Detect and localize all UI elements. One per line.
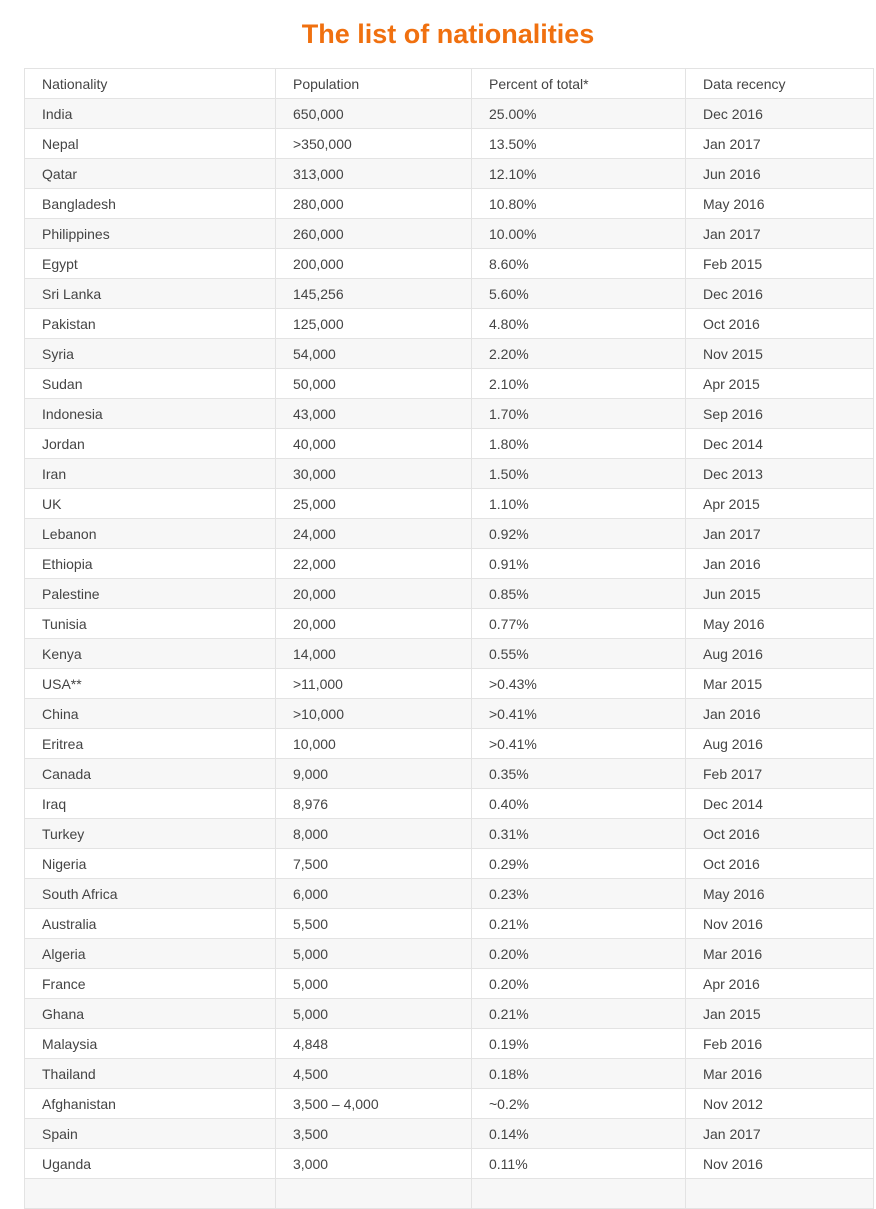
population-cell: 8,000 <box>276 819 472 849</box>
header-data-recency: Data recency <box>686 69 874 99</box>
table-row <box>25 729 874 759</box>
population-cell: 8,976 <box>276 789 472 819</box>
percent-cell: 12.10% <box>472 159 686 189</box>
percent-cell: 0.55% <box>472 639 686 669</box>
nationality-cell: Algeria <box>25 939 276 969</box>
nationality-cell: France <box>25 969 276 999</box>
population-cell: 22,000 <box>276 549 472 579</box>
recency-cell: Jan 2016 <box>686 549 874 579</box>
recency-cell: Jan 2017 <box>686 1119 874 1149</box>
percent-cell: 0.20% <box>472 939 686 969</box>
nationality-cell: Lebanon <box>25 519 276 549</box>
recency-cell: Jun 2015 <box>686 579 874 609</box>
recency-cell: Feb 2015 <box>686 249 874 279</box>
page-title: The list of nationalities <box>301 19 595 49</box>
table-row <box>25 939 874 969</box>
recency-cell: May 2016 <box>686 189 874 219</box>
table-row <box>25 759 874 789</box>
nationality-cell: UK <box>25 489 276 519</box>
nationality-cell: Bangladesh <box>25 189 276 219</box>
percent-cell: 0.29% <box>472 849 686 879</box>
table-row <box>25 429 874 459</box>
recency-cell: Aug 2016 <box>686 729 874 759</box>
recency-cell: Dec 2016 <box>686 99 874 129</box>
recency-cell: Feb 2016 <box>686 1029 874 1059</box>
nationality-cell: Ghana <box>25 999 276 1029</box>
nationality-cell: Uganda <box>25 1149 276 1179</box>
recency-cell: Apr 2015 <box>686 369 874 399</box>
population-cell: 3,500 <box>276 1119 472 1149</box>
table-row <box>25 459 874 489</box>
population-cell: 7,500 <box>276 849 472 879</box>
percent-cell: 2.10% <box>472 369 686 399</box>
percent-cell: 0.14% <box>472 1119 686 1149</box>
population-cell: 43,000 <box>276 399 472 429</box>
population-cell: 54,000 <box>276 339 472 369</box>
recency-cell: Nov 2012 <box>686 1089 874 1119</box>
percent-cell: 5.60% <box>472 279 686 309</box>
table-row <box>25 639 874 669</box>
table-row <box>25 1089 874 1119</box>
nationality-cell: Nepal <box>25 129 276 159</box>
percent-cell: 0.40% <box>472 789 686 819</box>
nationality-cell: Spain <box>25 1119 276 1149</box>
recency-cell: Jan 2017 <box>686 519 874 549</box>
table-row <box>25 159 874 189</box>
nationality-cell: Afghanistan <box>25 1089 276 1119</box>
percent-cell: 25.00% <box>472 99 686 129</box>
percent-cell: >0.41% <box>472 729 686 759</box>
recency-cell: Nov 2016 <box>686 1149 874 1179</box>
table-row <box>25 549 874 579</box>
table-row <box>25 1059 874 1089</box>
nationality-cell: Eritrea <box>25 729 276 759</box>
table-row <box>25 789 874 819</box>
nationality-cell: Turkey <box>25 819 276 849</box>
table-row <box>25 1149 874 1179</box>
header-percent-of-total: Percent of total* <box>472 69 686 99</box>
percent-cell: 0.35% <box>472 759 686 789</box>
recency-cell: Mar 2016 <box>686 939 874 969</box>
recency-cell: Dec 2016 <box>686 279 874 309</box>
nationality-cell: Egypt <box>25 249 276 279</box>
nationality-cell: Thailand <box>25 1059 276 1089</box>
nationality-cell: India <box>25 99 276 129</box>
recency-cell: Jun 2016 <box>686 159 874 189</box>
population-cell: 5,500 <box>276 909 472 939</box>
recency-cell: Jan 2015 <box>686 999 874 1029</box>
population-cell: 313,000 <box>276 159 472 189</box>
percent-cell: 0.92% <box>472 519 686 549</box>
table-row <box>25 369 874 399</box>
table-row <box>25 1029 874 1059</box>
table-body <box>25 99 874 1209</box>
nationality-cell: China <box>25 699 276 729</box>
percent-cell <box>472 1179 686 1209</box>
population-cell: 4,848 <box>276 1029 472 1059</box>
header-nationality: Nationality <box>25 69 276 99</box>
population-cell: 650,000 <box>276 99 472 129</box>
population-cell: 4,500 <box>276 1059 472 1089</box>
population-cell: 24,000 <box>276 519 472 549</box>
nationality-cell: Sri Lanka <box>25 279 276 309</box>
nationality-cell: Indonesia <box>25 399 276 429</box>
population-cell: 6,000 <box>276 879 472 909</box>
population-cell: 3,000 <box>276 1149 472 1179</box>
nationality-cell: Palestine <box>25 579 276 609</box>
table-row <box>25 909 874 939</box>
table-row <box>25 489 874 519</box>
population-cell: >10,000 <box>276 699 472 729</box>
table-row <box>25 609 874 639</box>
percent-cell: 0.77% <box>472 609 686 639</box>
recency-cell: Dec 2014 <box>686 789 874 819</box>
population-cell: 30,000 <box>276 459 472 489</box>
table-row <box>25 819 874 849</box>
table-row <box>25 249 874 279</box>
table-row <box>25 579 874 609</box>
nationality-cell: Ethiopia <box>25 549 276 579</box>
table-row <box>25 969 874 999</box>
percent-cell: >0.43% <box>472 669 686 699</box>
population-cell: 25,000 <box>276 489 472 519</box>
population-cell: 5,000 <box>276 969 472 999</box>
nationality-cell: Syria <box>25 339 276 369</box>
table-row <box>25 129 874 159</box>
nationalities-table-container <box>24 68 873 1209</box>
nationality-cell: Australia <box>25 909 276 939</box>
population-cell: >11,000 <box>276 669 472 699</box>
table-row <box>25 399 874 429</box>
nationality-cell: Sudan <box>25 369 276 399</box>
recency-cell: Nov 2015 <box>686 339 874 369</box>
population-cell: 40,000 <box>276 429 472 459</box>
percent-cell: 13.50% <box>472 129 686 159</box>
table-row <box>25 189 874 219</box>
recency-cell: Oct 2016 <box>686 849 874 879</box>
percent-cell: 0.20% <box>472 969 686 999</box>
nationality-cell: South Africa <box>25 879 276 909</box>
percent-cell: 0.18% <box>472 1059 686 1089</box>
table-row <box>25 669 874 699</box>
nationality-cell: USA** <box>25 669 276 699</box>
nationalities-table <box>24 68 874 1209</box>
population-cell: 145,256 <box>276 279 472 309</box>
recency-cell: Mar 2015 <box>686 669 874 699</box>
population-cell: 260,000 <box>276 219 472 249</box>
recency-cell: Sep 2016 <box>686 399 874 429</box>
recency-cell: Mar 2016 <box>686 1059 874 1089</box>
recency-cell: Oct 2016 <box>686 819 874 849</box>
nationality-cell: Jordan <box>25 429 276 459</box>
percent-cell: 0.85% <box>472 579 686 609</box>
percent-cell: 0.19% <box>472 1029 686 1059</box>
nationality-cell: Pakistan <box>25 309 276 339</box>
population-cell: 5,000 <box>276 999 472 1029</box>
percent-cell: 2.20% <box>472 339 686 369</box>
percent-cell: 10.80% <box>472 189 686 219</box>
population-cell: 5,000 <box>276 939 472 969</box>
percent-cell: 0.21% <box>472 909 686 939</box>
population-cell: 50,000 <box>276 369 472 399</box>
population-cell: 200,000 <box>276 249 472 279</box>
table-row <box>25 879 874 909</box>
recency-cell: Dec 2014 <box>686 429 874 459</box>
nationality-cell: Nigeria <box>25 849 276 879</box>
population-cell: >350,000 <box>276 129 472 159</box>
nationality-cell: Iraq <box>25 789 276 819</box>
recency-cell: Apr 2015 <box>686 489 874 519</box>
percent-cell: 0.23% <box>472 879 686 909</box>
nationality-cell: Qatar <box>25 159 276 189</box>
population-cell: 9,000 <box>276 759 472 789</box>
percent-cell: 1.50% <box>472 459 686 489</box>
table-header-row <box>25 69 874 99</box>
recency-cell: Jan 2017 <box>686 129 874 159</box>
population-cell: 10,000 <box>276 729 472 759</box>
nationality-cell: Kenya <box>25 639 276 669</box>
recency-cell: Jan 2017 <box>686 219 874 249</box>
table-row <box>25 279 874 309</box>
percent-cell: 0.21% <box>472 999 686 1029</box>
percent-cell: 0.91% <box>472 549 686 579</box>
percent-cell: 0.31% <box>472 819 686 849</box>
nationality-cell <box>25 1179 276 1209</box>
table-row <box>25 999 874 1029</box>
nationality-cell: Iran <box>25 459 276 489</box>
header-population: Population <box>276 69 472 99</box>
recency-cell: May 2016 <box>686 609 874 639</box>
population-cell: 20,000 <box>276 579 472 609</box>
table-row <box>25 1119 874 1149</box>
nationality-cell: Tunisia <box>25 609 276 639</box>
percent-cell: >0.41% <box>472 699 686 729</box>
population-cell: 14,000 <box>276 639 472 669</box>
table-row <box>25 1179 874 1209</box>
nationality-cell: Philippines <box>25 219 276 249</box>
percent-cell: 1.10% <box>472 489 686 519</box>
percent-cell: 8.60% <box>472 249 686 279</box>
population-cell: 3,500 – 4,000 <box>276 1089 472 1119</box>
table-row <box>25 699 874 729</box>
recency-cell: Jan 2016 <box>686 699 874 729</box>
recency-cell: May 2016 <box>686 879 874 909</box>
table-row <box>25 849 874 879</box>
population-cell: 280,000 <box>276 189 472 219</box>
recency-cell: Dec 2013 <box>686 459 874 489</box>
table-row <box>25 99 874 129</box>
nationality-cell: Malaysia <box>25 1029 276 1059</box>
recency-cell <box>686 1179 874 1209</box>
recency-cell: Nov 2016 <box>686 909 874 939</box>
table-row <box>25 519 874 549</box>
percent-cell: 10.00% <box>472 219 686 249</box>
population-cell: 125,000 <box>276 309 472 339</box>
percent-cell: 1.80% <box>472 429 686 459</box>
recency-cell: Aug 2016 <box>686 639 874 669</box>
table-row <box>25 309 874 339</box>
recency-cell: Apr 2016 <box>686 969 874 999</box>
recency-cell: Oct 2016 <box>686 309 874 339</box>
recency-cell: Feb 2017 <box>686 759 874 789</box>
percent-cell: 1.70% <box>472 399 686 429</box>
percent-cell: 0.11% <box>472 1149 686 1179</box>
table-row <box>25 219 874 249</box>
table-row <box>25 339 874 369</box>
percent-cell: 4.80% <box>472 309 686 339</box>
population-cell <box>276 1179 472 1209</box>
nationality-cell: Canada <box>25 759 276 789</box>
population-cell: 20,000 <box>276 609 472 639</box>
percent-cell: ~0.2% <box>472 1089 686 1119</box>
